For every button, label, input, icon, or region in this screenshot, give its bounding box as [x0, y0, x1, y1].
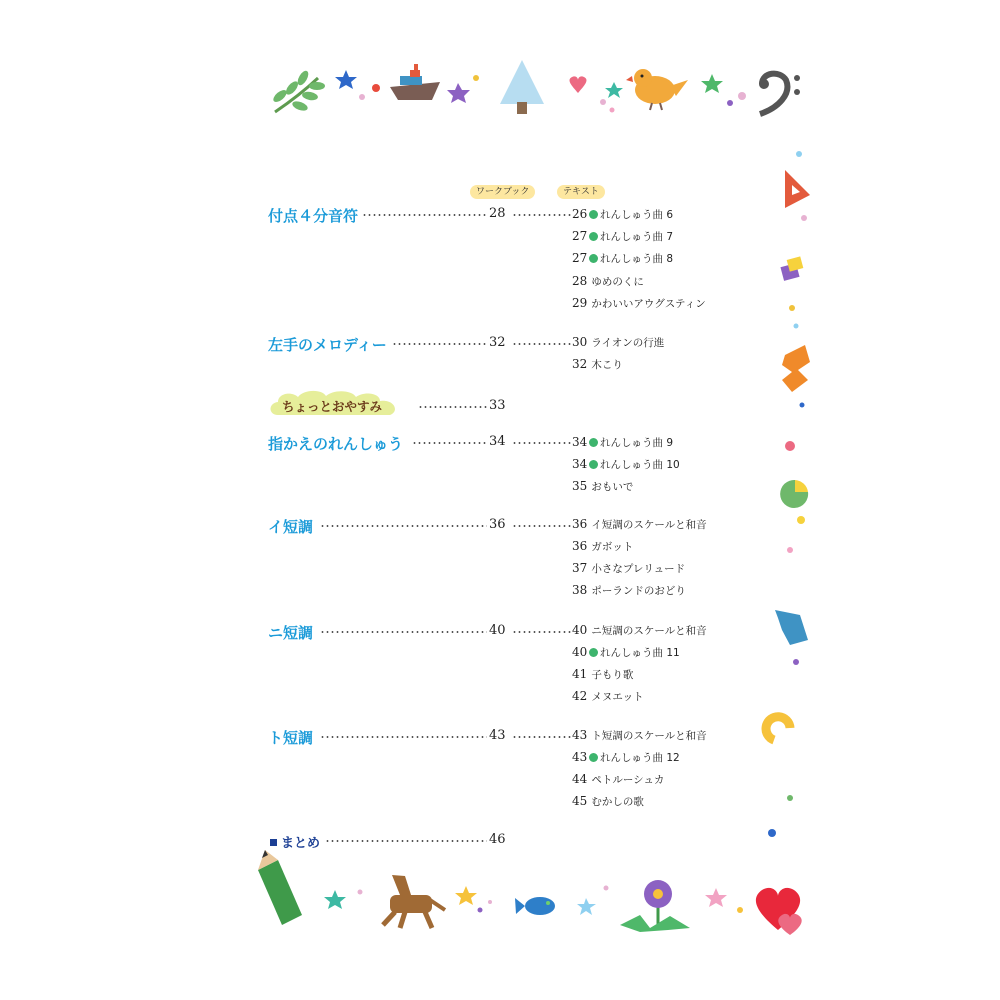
list-item[interactable]	[572, 622, 707, 638]
green-dot-icon	[589, 753, 598, 762]
list-item[interactable]	[572, 456, 680, 472]
text-page-number: 40	[572, 645, 588, 659]
leader-dots	[362, 214, 487, 216]
text-page-number: 38	[572, 583, 588, 597]
item-title: れんしゅう曲 6	[600, 209, 674, 221]
text-page-number: 34	[572, 435, 588, 449]
text-page-number: 26	[572, 207, 588, 221]
list-item[interactable]	[572, 771, 664, 787]
item-title: れんしゅう曲 9	[600, 437, 674, 449]
item-title: イ短調のスケールと和音	[591, 519, 707, 531]
list-item[interactable]	[572, 334, 664, 350]
item-title: むかしの歌	[591, 796, 644, 808]
leader-dots	[320, 525, 487, 527]
text-page-number: 27	[572, 229, 588, 243]
list-item[interactable]	[572, 727, 707, 743]
text-page-number: 43	[572, 750, 588, 764]
workbook-page-number: 36	[489, 517, 506, 532]
leader-dots	[512, 442, 572, 444]
leader-dots	[512, 525, 572, 527]
leader-dots	[392, 343, 487, 345]
item-title: かわいいアウグスティン	[591, 298, 706, 310]
item-title: ポーランドのおどり	[591, 585, 686, 597]
list-item[interactable]	[572, 273, 644, 289]
text-column-header: テキスト	[557, 185, 605, 199]
item-title: メヌエット	[591, 691, 644, 703]
text-page-number: 43	[572, 728, 588, 742]
leader-dots	[320, 736, 487, 738]
text-page-number: 45	[572, 794, 588, 808]
list-item[interactable]	[572, 434, 673, 450]
item-title: れんしゅう曲 8	[600, 253, 674, 265]
list-item[interactable]	[572, 206, 673, 222]
leader-dots	[512, 214, 572, 216]
list-item[interactable]	[572, 250, 673, 266]
workbook-page-number: 32	[489, 335, 506, 350]
item-title: れんしゅう曲 10	[600, 459, 680, 471]
item-title: ト短調のスケールと和音	[591, 730, 707, 742]
workbook-column-header: ワークブック	[470, 185, 535, 199]
item-title: 小さなプレリュード	[591, 563, 686, 575]
list-item[interactable]	[572, 228, 673, 244]
item-title: おもいで	[591, 481, 634, 493]
text-page-number: 29	[572, 296, 588, 310]
leader-dots	[320, 631, 487, 633]
section-title[interactable]: 付点４分音符	[268, 207, 359, 225]
text-page-number: 32	[572, 357, 588, 371]
text-page-number: 35	[572, 479, 588, 493]
section-title[interactable]: 指かえのれんしゅう	[268, 435, 404, 453]
workbook-page-number: 33	[489, 398, 506, 413]
item-title: ライオンの行進	[591, 337, 665, 349]
text-page-number: 36	[572, 539, 588, 553]
leader-dots	[512, 343, 572, 345]
workbook-page-number: 34	[489, 434, 506, 449]
section-title[interactable]: イ短調	[268, 518, 314, 536]
item-title: 子もり歌	[591, 669, 634, 681]
green-dot-icon	[589, 232, 598, 241]
list-item[interactable]	[572, 356, 623, 372]
item-title: ゆめのくに	[591, 276, 644, 288]
green-dot-icon	[589, 210, 598, 219]
item-title: 木こり	[591, 359, 623, 371]
summary-entry[interactable]	[270, 832, 320, 851]
square-bullet-icon	[270, 839, 277, 846]
text-page-number: 40	[572, 623, 588, 637]
leader-dots	[512, 631, 572, 633]
list-item[interactable]	[572, 516, 707, 532]
green-dot-icon	[589, 438, 598, 447]
list-item[interactable]	[572, 295, 706, 311]
text-page-number: 42	[572, 689, 588, 703]
list-item[interactable]	[572, 538, 633, 554]
workbook-page-number: 40	[489, 623, 506, 638]
leader-dots	[325, 840, 487, 842]
section-title[interactable]: ちょっとおやすみ	[282, 399, 383, 414]
leader-dots	[412, 442, 487, 444]
text-page-number: 37	[572, 561, 588, 575]
list-item[interactable]	[572, 560, 685, 576]
list-item[interactable]	[572, 666, 633, 682]
green-dot-icon	[589, 254, 598, 263]
section-title: まとめ	[281, 836, 321, 851]
item-title: れんしゅう曲 11	[600, 647, 680, 659]
leader-dots	[512, 736, 572, 738]
list-item[interactable]	[572, 644, 680, 660]
list-item[interactable]	[572, 793, 644, 809]
item-title: ペトルーシュカ	[591, 774, 665, 786]
list-item[interactable]	[572, 749, 680, 765]
list-item[interactable]	[572, 688, 644, 704]
text-page-number: 30	[572, 335, 588, 349]
text-page-number: 44	[572, 772, 588, 786]
workbook-page-number: 46	[489, 832, 506, 847]
section-title[interactable]: 左手のメロディー	[268, 336, 387, 354]
item-title: ガボット	[591, 541, 634, 553]
green-dot-icon	[589, 648, 598, 657]
item-title: ニ短調のスケールと和音	[591, 625, 707, 637]
workbook-page-number: 28	[489, 206, 506, 221]
item-title: れんしゅう曲 7	[600, 231, 674, 243]
section-title[interactable]: ト短調	[268, 729, 314, 747]
text-page-number: 27	[572, 251, 588, 265]
section-title[interactable]: ニ短調	[268, 624, 314, 642]
text-page-number: 36	[572, 517, 588, 531]
green-dot-icon	[589, 460, 598, 469]
text-page-number: 34	[572, 457, 588, 471]
text-page-number: 41	[572, 667, 588, 681]
list-item[interactable]	[572, 582, 686, 598]
list-item[interactable]	[572, 478, 633, 494]
text-page-number: 28	[572, 274, 588, 288]
workbook-page-number: 43	[489, 728, 506, 743]
leader-dots	[418, 406, 488, 408]
item-title: れんしゅう曲 12	[600, 752, 680, 764]
